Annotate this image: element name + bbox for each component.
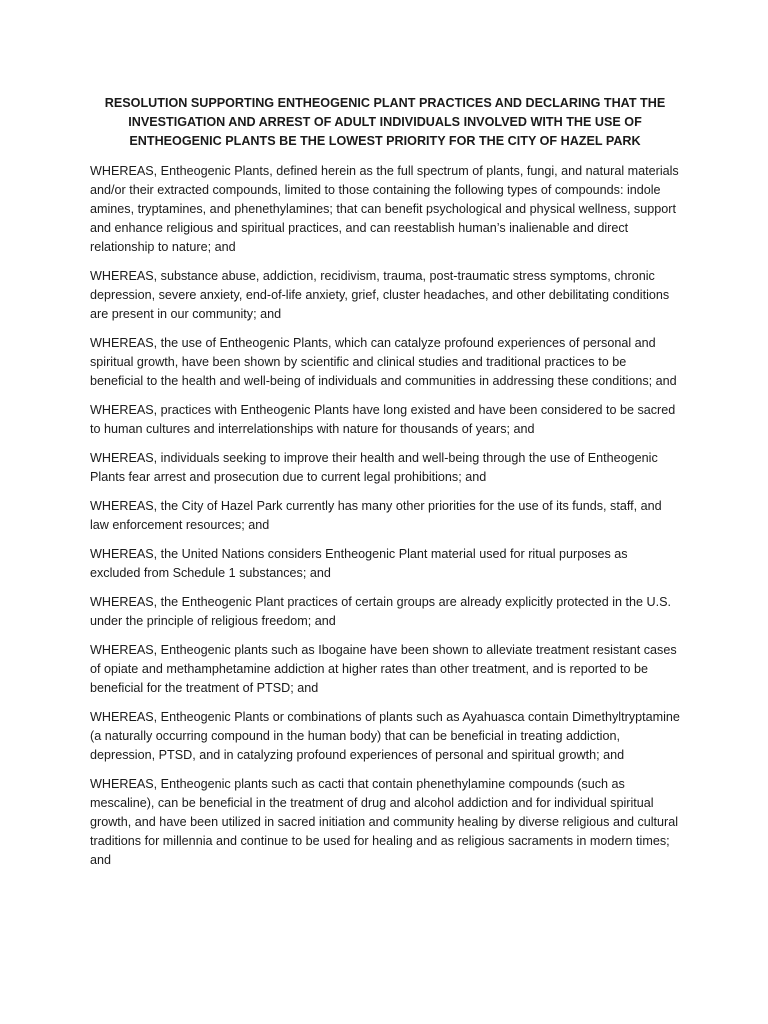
whereas-paragraph-3: WHEREAS, the use of Entheogenic Plants, which can catalyze profound experiences of personal and spiritual growth, have been shown by scientific and clinical studies and traditional practices to be beneficial to the health and well-being of individuals and communities in addressing these conditions; and xyxy=(90,336,677,388)
document-body xyxy=(90,94,680,880)
whereas-paragraph-11: WHEREAS, Entheogenic plants such as cacti that contain phenethylamine compounds (such as mescaline), can be beneficial in the treatment of drug and alcohol addiction and for individual spiritual growth, and have been utilized in sacred initiation and community healing by diverse religious and cultural traditions for millennia and continue to be used for healing and as religious sacraments in modern times; and xyxy=(90,777,679,867)
whereas-paragraph-2: WHEREAS, substance abuse, addiction, recidivism, trauma, post-traumatic stress symptoms, chronic depression, severe anxiety, end-of-life anxiety, grief, cluster headaches, and other debilitating conditions are present in our community; and xyxy=(90,269,670,321)
whereas-paragraph-4: WHEREAS, practices with Entheogenic Plants have long existed and have been considered to be sacred to human cultures and interrelationships with nature for thousands of years; and xyxy=(90,403,676,436)
resolution-title: RESOLUTION SUPPORTING ENTHEOGENIC PLANT PRACTICES AND DECLARING THAT THE INVESTIGATION AND ARREST OF ADULT INDIVIDUALS INVOLVED WITH THE USE OF ENTHEOGENIC PLANTS BE THE LOWEST PRIORITY FOR THE CITY OF HAZEL PARK xyxy=(104,96,666,148)
whereas-paragraph-7: WHEREAS, the United Nations considers Entheogenic Plant material used for ritual purposes as excluded from Schedule 1 substances; and xyxy=(90,547,628,580)
whereas-paragraph-5: WHEREAS, individuals seeking to improve their health and well-being through the use of Entheogenic Plants fear arrest and prosecution due to current legal prohibitions; and xyxy=(90,451,658,484)
whereas-paragraph-9: WHEREAS, Entheogenic plants such as Ibogaine have been shown to alleviate treatment resistant cases of opiate and methamphetamine addiction at higher rates than other treatment, and is reported to be beneficial for the treatment of PTSD; and xyxy=(90,643,677,695)
whereas-paragraph-8: WHEREAS, the Entheogenic Plant practices of certain groups are already explicitly protected in the U.S. under the principle of religious freedom; and xyxy=(90,595,672,628)
whereas-paragraph-6: WHEREAS, the City of Hazel Park currently has many other priorities for the use of its funds, staff, and law enforcement resources; and xyxy=(90,499,662,532)
whereas-paragraph-10: WHEREAS, Entheogenic Plants or combinations of plants such as Ayahuasca contain Dimethyltryptamine (a naturally occurring compound in the human body) that can be beneficial in treating addiction, depression, PTSD, and in catalyzing profound experiences of personal and spiritual growth; and xyxy=(90,710,680,762)
whereas-paragraph-1: WHEREAS, Entheogenic Plants, defined herein as the full spectrum of plants, fungi, and natural materials and/or their extracted compounds, limited to those containing the following types of compounds: indole amines, tryptamines, and phenethylamines; that can benefit psychological and physical wellness, support and enhance religious and spiritual practices, and can reestablish human’s inalienable and direct relationship to nature; and xyxy=(90,164,679,254)
